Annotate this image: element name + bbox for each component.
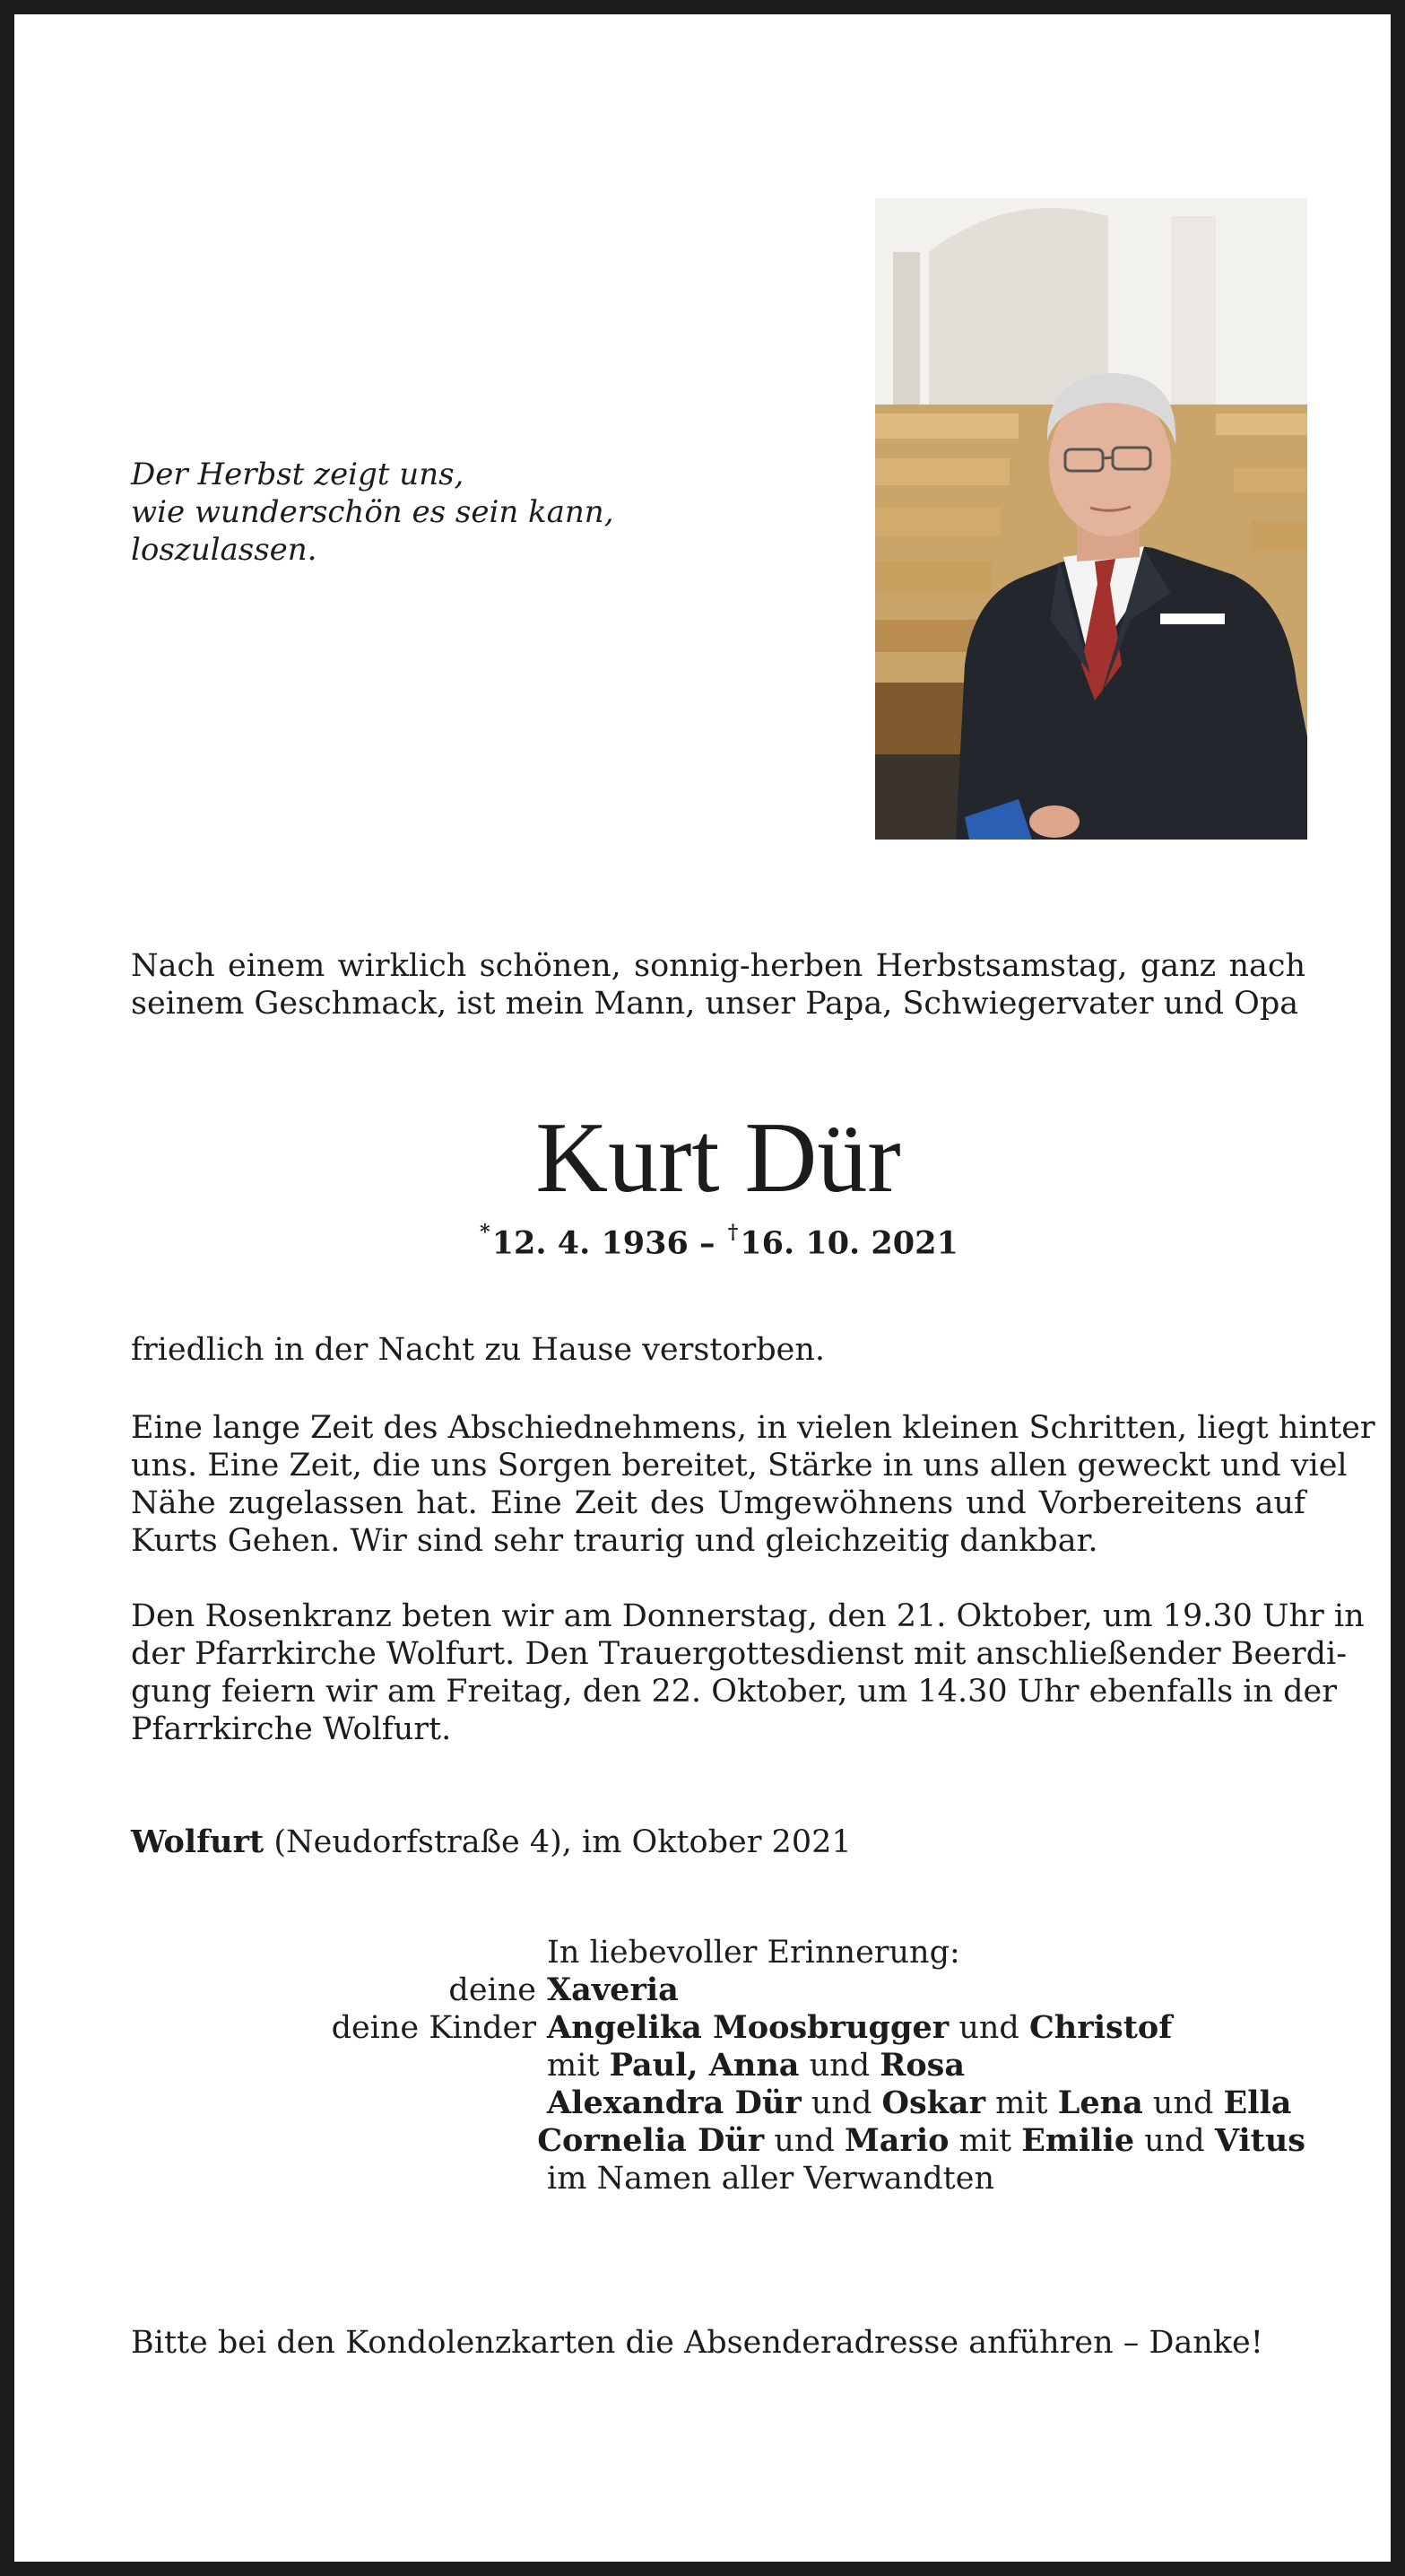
body-line: Eine lange Zeit des Abschiednehmens, in vielen kleinen Schritten, liegt hinter [131,1410,1375,1446]
mourner-row [131,2047,1305,2084]
mourner-name: Emilie [1021,2122,1135,2159]
town-name: Wolfurt [131,1823,265,1860]
mourner-connector: im Namen aller Verwandten [547,2161,994,2197]
mourner-name: Angelika Moosbrugger [547,2009,950,2046]
mourner-name: Cornelia Dür [537,2122,765,2159]
mourner-row [131,1971,1305,2009]
mourner-connector: und [1142,2085,1224,2121]
birth-symbol: * [480,1221,490,1244]
mourners-header-row [131,1934,1305,1971]
mourner-name: Christof [1028,2009,1173,2046]
motto-line: Der Herbst zeigt uns, [131,457,464,492]
mourner-relation: deine [448,1972,536,2008]
intro-line: seinem Geschmack, ist mein Mann, unser Papa, Schwiegervater und Opa [131,986,1299,1022]
body-paragraph [131,1409,1375,1560]
mourner-relation: deine Kinder [331,2010,536,2046]
mourner-connector: mit [949,2123,1022,2159]
mourner-relation [131,2084,547,2122]
death-date: 16. 10. 2021 [740,1224,958,1262]
mourner-names [547,2047,965,2084]
mourner-names [547,2084,1291,2122]
mourner-connector: und [764,2123,845,2159]
mourner-name: Lena [1057,2084,1143,2121]
place-date-line [131,1823,852,1861]
closing-note: Bitte bei den Kondolenzkarten die Absenderadresse anführen – Danke! [131,2325,1263,2361]
body-line: uns. Eine Zeit, die uns Sorgen bereitet, Stärke in uns allen geweckt und viel [131,1448,1348,1484]
mourner-connector: und [801,2085,882,2121]
motto-line: loszulassen. [131,532,317,568]
body-paragraph [131,1331,1305,1369]
mourner-connector: und [799,2048,880,2084]
mourners-header: In liebevoller Erinnerung: [547,1935,960,1971]
mourner-name: Ella [1223,2084,1292,2121]
mourner-connector: und [949,2010,1029,2046]
mourner-name: Xaveria [547,1971,679,2008]
body-line: Den Rosenkranz beten wir am Donnerstag, den 21. Oktober, um 19.30 Uhr in [131,1598,1365,1634]
mourner-row [131,2122,1305,2160]
motto-line: wie wunderschön es sein kann, [131,494,614,530]
mourner-name: Vitus [1214,2122,1305,2159]
death-symbol: † [727,1221,739,1244]
body-line: gung feiern wir am Freitag, den 22. Oktober, um 14.30 Uhr ebenfalls in der [131,1674,1338,1710]
mourner-row [131,2084,1305,2122]
body-line: der Pfarrkirche Wolfurt. Den Trauergottesdienst mit anschließender Beerdi- [131,1636,1348,1672]
address-date: (Neudorfstraße 4), im Oktober 2021 [264,1824,852,1860]
portrait-photo [875,198,1307,840]
mourner-row [131,2009,1305,2047]
mourner-connector: mit [547,2048,610,2084]
intro-text [131,947,1305,1023]
mourner-relation [131,2047,547,2084]
mourner-row [131,2160,1305,2197]
birth-date: 12. 4. 1936 – [491,1224,716,1262]
mourner-names [537,2122,1305,2160]
deceased-name: Kurt Dür [535,1102,901,1214]
mourner-names [547,2160,994,2197]
mourner-relation [131,2160,547,2197]
life-dates [131,1216,1305,1264]
body-line: Nähe zugelassen hat. Eine Zeit des Umgewöhnens und Vorbereitens auf [131,1485,1305,1521]
mourner-relation [131,2122,537,2160]
body-line: Pfarrkirche Wolfurt. [131,1711,452,1747]
body-line: Kurts Gehen. Wir sind sehr traurig und gleichzeitig dankbar. [131,1523,1098,1559]
mourners-list [131,1934,1305,2197]
mourner-name: Oskar [881,2084,986,2121]
mourner-connector: mit [985,2085,1058,2121]
mourner-name: Alexandra Dür [547,2084,802,2121]
mourner-name: Mario [845,2122,950,2159]
motto-quote [131,456,669,569]
mourner-name: Rosa [880,2047,966,2084]
mourner-name: Paul, Anna [609,2047,800,2084]
mourner-names [547,2009,1172,2047]
body-line: friedlich in der Nacht zu Hause verstorben. [131,1332,825,1368]
mourner-connector: und [1134,2123,1215,2159]
mourner-names [547,1971,679,2009]
body-paragraph [131,1597,1365,1748]
intro-line: Nach einem wirklich schönen, sonnig-herben Herbstsamstag, ganz nach [131,948,1305,984]
portrait-illustration [875,198,1307,840]
